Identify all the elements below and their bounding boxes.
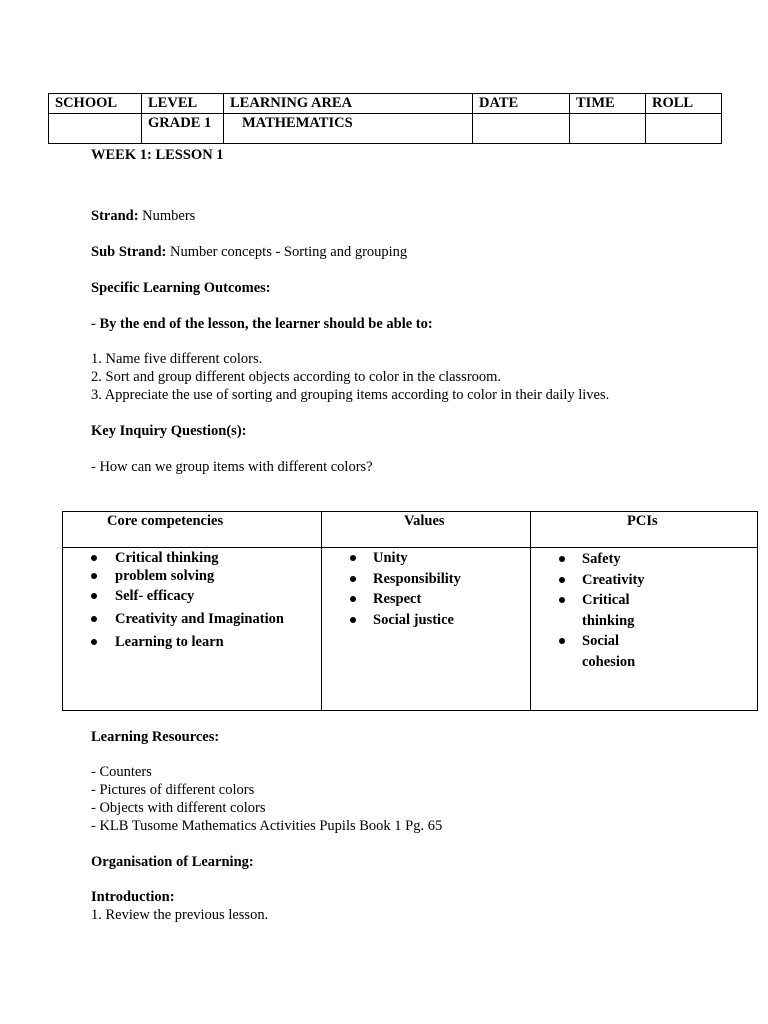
values-cell bbox=[322, 548, 531, 711]
bullet-icon bbox=[559, 556, 565, 562]
core-competencies-cell bbox=[63, 548, 322, 711]
values-list bbox=[322, 549, 530, 631]
strand-label: Strand: bbox=[91, 208, 139, 224]
organisation-heading: Organisation of Learning: bbox=[91, 854, 254, 870]
value-cell-time bbox=[570, 114, 646, 144]
list-item: Critical thinking bbox=[582, 590, 662, 631]
bullet-icon bbox=[350, 576, 356, 582]
sub-strand-line bbox=[91, 243, 407, 261]
bullet-icon bbox=[91, 616, 97, 622]
header-cell-learning-area: LEARNING AREA bbox=[224, 94, 473, 114]
values-header: Values bbox=[322, 512, 531, 548]
competencies-header-row bbox=[63, 512, 758, 548]
list-item: Critical thinking bbox=[115, 549, 321, 567]
resource-item: - Counters bbox=[91, 764, 152, 780]
bullet-icon bbox=[559, 577, 565, 583]
strand-value: Numbers bbox=[142, 208, 196, 224]
header-cell-roll: ROLL bbox=[646, 94, 722, 114]
list-item: Self- efficacy bbox=[115, 587, 321, 610]
outcome-item: 3. Appreciate the use of sorting and grouping items according to color in their daily lives. bbox=[91, 387, 610, 403]
resources-heading: Learning Resources: bbox=[91, 729, 220, 745]
value-cell-learning-area: MATHEMATICS bbox=[224, 114, 473, 144]
value-row bbox=[49, 114, 722, 144]
resource-item: - KLB Tusome Mathematics Activities Pupils Book 1 Pg. 65 bbox=[91, 818, 443, 834]
resource-item: - Pictures of different colors bbox=[91, 782, 255, 798]
header-cell-date: DATE bbox=[473, 94, 570, 114]
list-item: Social justice bbox=[373, 611, 530, 631]
header-cell-level: LEVEL bbox=[142, 94, 224, 114]
bullet-icon bbox=[91, 555, 97, 561]
header-row bbox=[49, 94, 722, 114]
list-item: Learning to learn bbox=[115, 633, 321, 651]
sub-strand-value: Number concepts - Sorting and grouping bbox=[169, 244, 408, 260]
header-table bbox=[48, 93, 722, 144]
core-competencies-list bbox=[63, 549, 321, 651]
competencies-body-row bbox=[63, 548, 758, 711]
bullet-icon bbox=[91, 639, 97, 645]
list-item: Responsibility bbox=[373, 570, 530, 590]
bullet-icon bbox=[350, 555, 356, 561]
header-cell-time: TIME bbox=[570, 94, 646, 114]
slo-heading: Specific Learning Outcomes: bbox=[91, 280, 271, 296]
competencies-table bbox=[62, 511, 758, 711]
introduction-heading: Introduction: bbox=[91, 889, 175, 905]
list-item: Unity bbox=[373, 549, 530, 570]
list-item: Social cohesion bbox=[582, 631, 662, 672]
week-lesson-title: WEEK 1: LESSON 1 bbox=[91, 147, 224, 163]
sub-strand-label: Sub Strand: bbox=[91, 244, 167, 260]
bullet-icon bbox=[559, 597, 565, 603]
pcis-header: PCIs bbox=[531, 512, 758, 548]
outcome-item: 1. Name five different colors. bbox=[91, 351, 263, 367]
slo-intro: - By the end of the lesson, the learner should be able to: bbox=[91, 316, 433, 332]
value-cell-date bbox=[473, 114, 570, 144]
introduction-step: 1. Review the previous lesson. bbox=[91, 907, 269, 923]
pcis-cell bbox=[531, 548, 758, 711]
bullet-icon bbox=[350, 617, 356, 623]
strand-line bbox=[91, 207, 195, 225]
bullet-icon bbox=[350, 596, 356, 602]
bullet-icon bbox=[91, 593, 97, 599]
value-cell-roll bbox=[646, 114, 722, 144]
list-item: Creativity bbox=[582, 570, 662, 591]
bullet-icon bbox=[91, 573, 97, 579]
bullet-icon bbox=[559, 638, 565, 644]
list-item: problem solving bbox=[115, 567, 321, 587]
resource-item: - Objects with different colors bbox=[91, 800, 266, 816]
kiq-text: - How can we group items with different colors? bbox=[91, 459, 373, 475]
list-item: Safety bbox=[582, 549, 662, 570]
outcome-item: 2. Sort and group different objects according to color in the classroom. bbox=[91, 369, 502, 385]
header-cell-school: SCHOOL bbox=[49, 94, 142, 114]
core-competencies-header: Core competencies bbox=[63, 512, 322, 548]
value-cell-school bbox=[49, 114, 142, 144]
kiq-heading: Key Inquiry Question(s): bbox=[91, 423, 247, 439]
list-item: Respect bbox=[373, 590, 530, 611]
list-item: Creativity and Imagination bbox=[115, 610, 321, 633]
value-cell-level: GRADE 1 bbox=[142, 114, 224, 144]
pcis-list bbox=[531, 549, 662, 672]
